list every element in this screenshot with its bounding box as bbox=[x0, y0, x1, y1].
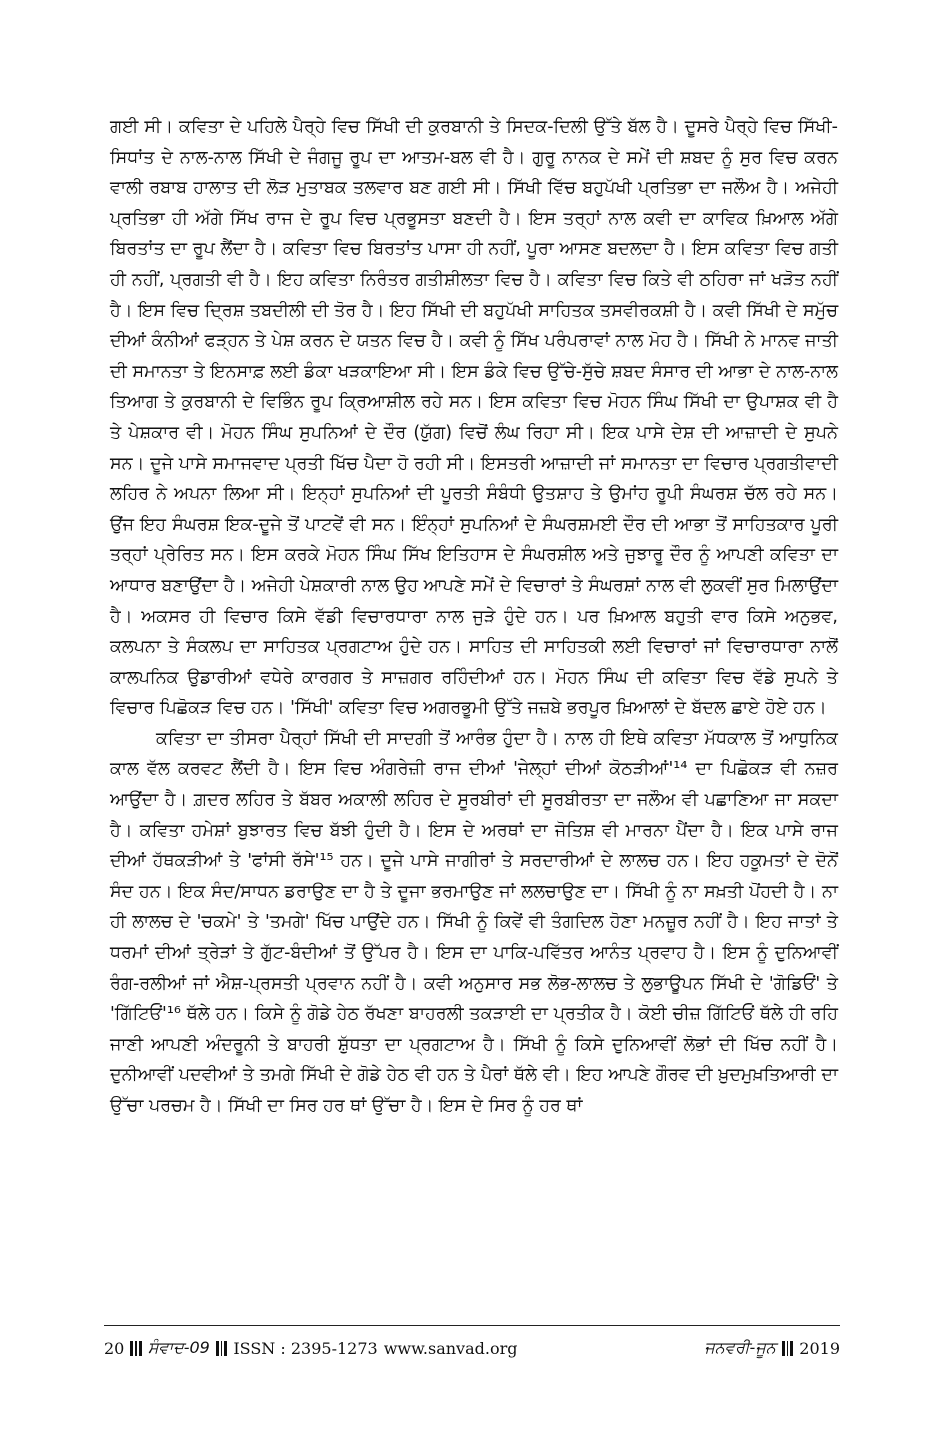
paragraph-2: ਕਵਿਤਾ ਦਾ ਤੀਸਰਾ ਪੈਰ੍ਹਾਂ ਸਿੱਖੀ ਦੀ ਸਾਦਗੀ ਤੋਂ ਆਰੰਭ ਹੁੰਦਾ ਹੈ। ਨਾਲ ਹੀ ਇਥੇ ਕਵਿਤਾ ਮੱਧਕਾਲ ਤੋਂ ਆਧੁਨਿਕ ਕਾਲ ਵੱਲ ਕਰਵਟ ਲੈਂਦੀ ਹੈ। ਇਸ ਵਿਚ ਅੰਗਰੇਜ਼ੀ ਰਾਜ ਦੀਆਂ 'ਜੇਲ੍ਹਾਂ ਦੀਆਂ ਕੋਠੜੀਆਂ'¹⁴ ਦਾ ਪਿਛੋਕੜ ਵੀ ਨਜ਼ਰ ਆਉਂਦਾ ਹੈ। ਗ਼ਦਰ ਲਹਿਰ ਤੇ ਬੱਬਰ ਅਕਾਲੀ ਲਹਿਰ ਦੇ ਸੂਰਬੀਰਾਂ ਦੀ ਸੂਰਬੀਰਤਾ ਦਾ ਜਲੌਅ ਵੀ ਪਛਾਣਿਆ ਜਾ ਸਕਦਾ ਹੈ। ਕਵਿਤਾ ਹਮੇਸ਼ਾਂ ਬੁਝਾਰਤ ਵਿਚ ਬੱਝੀ ਹੁੰਦੀ ਹੈ। ਇਸ ਦੇ ਅਰਥਾਂ ਦਾ ਜੋਤਿਸ਼ ਵੀ ਮਾਰਨਾ ਪੈਂਦਾ ਹੈ। ਇਕ ਪਾਸੇ ਰਾਜ ਦੀਆਂ ਹੱਥਕੜੀਆਂ ਤੇ 'ਫਾਂਸੀ ਰੱਸੇ'¹⁵ ਹਨ। ਦੂਜੇ ਪਾਸੇ ਜਾਗੀਰਾਂ ਤੇ ਸਰਦਾਰੀਆਂ ਦੇ ਲਾਲਚ ਹਨ। ਇਹ ਹਕੂਮਤਾਂ ਦੇ ਦੋਨੋਂ ਸੰਦ ਹਨ। ਇਕ ਸੰਦ/ਸਾਧਨ ਡਰਾਉਣ ਦਾ ਹੈ ਤੇ ਦੂਜਾ ਭਰਮਾਉਣ ਜਾਂ ਲਲਚਾਉਣ ਦਾ। ਸਿੱਖੀ ਨੂੰ ਨਾ ਸਖ਼ਤੀ ਪੋਂਹਦੀ ਹੈ। ਨਾ ਹੀ ਲਾਲਚ ਦੇ 'ਚਕਮੇ' ਤੇ 'ਤਮਗੇ' ਖਿੱਚ ਪਾਉਂਦੇ ਹਨ। ਸਿੱਖੀ ਨੂੰ ਕਿਵੇਂ ਵੀ ਤੰਗਦਿਲ ਹੋਣਾ ਮਨਜ਼ੂਰ ਨਹੀਂ ਹੈ। ਇਹ ਜਾਤਾਂ ਤੇ ਧਰਮਾਂ ਦੀਆਂ ਤ੍ਰੇੜਾਂ ਤੇ ਗੁੱਟ-ਬੰਦੀਆਂ ਤੋਂ ਉੱਪਰ ਹੈ। ਇਸ ਦਾ ਪਾਕਿ-ਪਵਿੱਤਰ ਆਨੰਤ ਪ੍ਰਵਾਹ ਹੈ। ਇਸ ਨੂੰ ਦੁਨਿਆਵੀਂ ਰੰਗ-ਰਲੀਆਂ ਜਾਂ ਐਸ਼-ਪ੍ਰਸਤੀ ਪ੍ਰਵਾਨ ਨਹੀਂ ਹੈ। ਕਵੀ ਅਨੁਸਾਰ ਸਭ ਲੋਭ-ਲਾਲਚ ਤੇ ਲੁਭਾਊਪਨ ਸਿੱਖੀ ਦੇ 'ਗੋਡਿਓਂ' ਤੇ 'ਗਿੱਟਿਓਂ'¹⁶ ਥੱਲੇ ਹਨ। ਕਿਸੇ ਨੂੰ ਗੋਡੇ ਹੇਠ ਰੱਖਣਾ ਬਾਹਰਲੀ ਤਕੜਾਈ ਦਾ ਪ੍ਰਤੀਕ ਹੈ। ਕੋਈ ਚੀਜ਼ ਗਿੱਟਿਓਂ ਥੱਲੇ ਹੀ ਰਹਿ ਜਾਣੀ ਆਪਣੀ ਅੰਦਰੂਨੀ ਤੇ ਬਾਹਰੀ ਸ਼ੁੱਧਤਾ ਦਾ ਪ੍ਰਗਟਾਅ ਹੈ। ਸਿੱਖੀ ਨੂੰ ਕਿਸੇ ਦੁਨਿਆਵੀਂ ਲੋਭਾਂ ਦੀ ਖਿੱਚ ਨਹੀਂ ਹੈ। ਦੁਨੀਆਵੀਂ ਪਦਵੀਆਂ ਤੇ ਤਮਗੇ ਸਿੱਖੀ ਦੇ ਗੋਡੇ ਹੇਠ ਵੀ ਹਨ ਤੇ ਪੈਰਾਂ ਥੱਲੇ ਵੀ। ਇਹ ਆਪਣੇ ਗੌਰਵ ਦੀ ਖ਼ੁਦਮੁਖ਼ਤਿਆਰੀ ਦਾ ਉੱਚਾ ਪਰਚਮ ਹੈ। ਸਿੱਖੀ ਦਾ ਸਿਰ ਹਰ ਥਾਂ ਉੱਚਾ ਹੈ। ਇਸ ਦੇ ਸਿਰ ਨੂੰ ਹਰ ਥਾਂ bbox=[110, 728, 838, 1116]
issue-year: 2019 bbox=[799, 1338, 840, 1358]
separator-bars-icon bbox=[216, 1340, 228, 1356]
journal-issue: ਸੰਵਾਦ-09 bbox=[147, 1338, 210, 1357]
separator-bars-icon bbox=[782, 1340, 794, 1356]
issn: ISSN : 2395-1273 bbox=[233, 1338, 378, 1358]
footer-left bbox=[104, 1338, 517, 1358]
page-number: 20 bbox=[104, 1338, 125, 1358]
paragraph-1: ਗਈ ਸੀ। ਕਵਿਤਾ ਦੇ ਪਹਿਲੇ ਪੈਰ੍ਹੇ ਵਿਚ ਸਿੱਖੀ ਦੀ ਕੁਰਬਾਨੀ ਤੇ ਸਿਦਕ-ਦਿਲੀ ਉੱਤੇ ਬੱਲ ਹੈ। ਦੂਸਰੇ ਪੈਰ੍ਹੇ ਵਿਚ ਸਿੱਖੀ-ਸਿਧਾਂਤ ਦੇ ਨਾਲ-ਨਾਲ ਸਿੱਖੀ ਦੇ ਜੰਗਜੂ ਰੂਪ ਦਾ ਆਤਮ-ਬਲ ਵੀ ਹੈ। ਗੁਰੂ ਨਾਨਕ ਦੇ ਸਮੇਂ ਦੀ ਸ਼ਬਦ ਨੂੰ ਸੁਰ ਵਿਚ ਕਰਨ ਵਾਲੀ ਰਬਾਬ ਹਾਲਾਤ ਦੀ ਲੋੜ ਮੁਤਾਬਕ ਤਲਵਾਰ ਬਣ ਗਈ ਸੀ। ਸਿੱਖੀ ਵਿੱਚ ਬਹੁਪੱਖੀ ਪ੍ਰਤਿਭਾ ਦਾ ਜਲੌਅ ਹੈ। ਅਜੇਹੀ ਪ੍ਰਤਿਭਾ ਹੀ ਅੱਗੇ ਸਿੱਖ ਰਾਜ ਦੇ ਰੂਪ ਵਿਚ ਪ੍ਰਭੂਸਤਾ ਬਣਦੀ ਹੈ। ਇਸ ਤਰ੍ਹਾਂ ਨਾਲ ਕਵੀ ਦਾ ਕਾਵਿਕ ਖ਼ਿਆਲ ਅੱਗੇ ਬਿਰਤਾਂਤ ਦਾ ਰੂਪ ਲੈਂਦਾ ਹੈ। ਕਵਿਤਾ ਵਿਚ ਬਿਰਤਾਂਤ ਪਾਸਾ ਹੀ ਨਹੀਂ, ਪੂਰਾ ਆਸਣ ਬਦਲਦਾ ਹੈ। ਇਸ ਕਵਿਤਾ ਵਿਚ ਗਤੀ ਹੀ ਨਹੀਂ, ਪ੍ਰਗਤੀ ਵੀ ਹੈ। ਇਹ ਕਵਿਤਾ ਨਿਰੰਤਰ ਗਤੀਸ਼ੀਲਤਾ ਵਿਚ ਹੈ। ਕਵਿਤਾ ਵਿਚ ਕਿਤੇ ਵੀ ਠਹਿਰਾ ਜਾਂ ਖੜੋਤ ਨਹੀਂ ਹੈ। ਇਸ ਵਿਚ ਦ੍ਰਿਸ਼ ਤਬਦੀਲੀ ਦੀ ਤੋਰ ਹੈ। ਇਹ ਸਿੱਖੀ ਦੀ ਬਹੁਪੱਖੀ ਸਾਹਿਤਕ ਤਸਵੀਰਕਸ਼ੀ ਹੈ। ਕਵੀ ਸਿੱਖੀ ਦੇ ਸਮੁੱਚ ਦੀਆਂ ਕੰਨੀਆਂ ਫੜ੍ਹਨ ਤੇ ਪੇਸ਼ ਕਰਨ ਦੇ ਯਤਨ ਵਿਚ ਹੈ। ਕਵੀ ਨੂੰ ਸਿੱਖ ਪਰੰਪਰਾਵਾਂ ਨਾਲ ਮੋਹ ਹੈ। ਸਿੱਖੀ ਨੇ ਮਾਨਵ ਜਾਤੀ ਦੀ ਸਮਾਨਤਾ ਤੇ ਇਨਸਾਫ਼ ਲਈ ਡੰਕਾ ਖੜਕਾਇਆ ਸੀ। ਇਸ ਡੰਕੇ ਵਿਚ ਉੱਚੇ-ਸੁੱਚੇ ਸ਼ਬਦ ਸੰਸਾਰ ਦੀ ਆਭਾ ਦੇ ਨਾਲ-ਨਾਲ ਤਿਆਗ ਤੇ ਕੁਰਬਾਨੀ ਦੇ ਵਿਭਿੰਨ ਰੂਪ ਕ੍ਰਿਆਸ਼ੀਲ ਰਹੇ ਸਨ। ਇਸ ਕਵਿਤਾ ਵਿਚ ਮੋਹਨ ਸਿੰਘ ਸਿੱਖੀ ਦਾ ਉਪਾਸ਼ਕ ਵੀ ਹੈ ਤੇ ਪੇਸ਼ਕਾਰ ਵੀ। ਮੋਹਨ ਸਿੰਘ ਸੁਪਨਿਆਂ ਦੇ ਦੌਰ (ਯੁੱਗ) ਵਿਚੋਂ ਲੰਘ ਰਿਹਾ ਸੀ। ਇਕ ਪਾਸੇ ਦੇਸ਼ ਦੀ ਆਜ਼ਾਦੀ ਦੇ ਸੁਪਨੇ ਸਨ। ਦੂਜੇ ਪਾਸੇ ਸਮਾਜਵਾਦ ਪ੍ਰਤੀ ਖਿੱਚ ਪੈਦਾ ਹੋ ਰਹੀ ਸੀ। ਇਸਤਰੀ ਆਜ਼ਾਦੀ ਜਾਂ ਸਮਾਨਤਾ ਦਾ ਵਿਚਾਰ ਪ੍ਰਗਤੀਵਾਦੀ ਲਹਿਰ ਨੇ ਅਪਨਾ ਲਿਆ ਸੀ। ਇਨ੍ਹਾਂ ਸੁਪਨਿਆਂ ਦੀ ਪੂਰਤੀ ਸੰਬੰਧੀ ਉਤਸ਼ਾਹ ਤੇ ਉਮਾਂਹ ਰੂਪੀ ਸੰਘਰਸ਼ ਚੱਲ ਰਹੇ ਸਨ। ਉਂਜ ਇਹ ਸੰਘਰਸ਼ ਇਕ-ਦੂਜੇ ਤੋਂ ਪਾਟਵੇਂ ਵੀ ਸਨ। ਇੰਨ੍ਹਾਂ ਸੁਪਨਿਆਂ ਦੇ ਸੰਘਰਸ਼ਮਈ ਦੌਰ ਦੀ ਆਭਾ ਤੋਂ ਸਾਹਿਤਕਾਰ ਪੂਰੀ ਤਰ੍ਹਾਂ ਪ੍ਰੇਰਿਤ ਸਨ। ਇਸ ਕਰਕੇ ਮੋਹਨ ਸਿੰਘ ਸਿੱਖ ਇਤਿਹਾਸ ਦੇ ਸੰਘਰਸ਼ੀਲ ਅਤੇ ਜੁਝਾਰੂ ਦੌਰ ਨੂੰ ਆਪਣੀ ਕਵਿਤਾ ਦਾ ਆਧਾਰ ਬਣਾਉਂਦਾ ਹੈ। ਅਜੇਹੀ ਪੇਸ਼ਕਾਰੀ ਨਾਲ ਉਹ ਆਪਣੇ ਸਮੇਂ ਦੇ ਵਿਚਾਰਾਂ ਤੇ ਸੰਘਰਸ਼ਾਂ ਨਾਲ ਵੀ ਲੁਕਵੀਂ ਸੁਰ ਮਿਲਾਉਂਦਾ ਹੈ। ਅਕਸਰ ਹੀ ਵਿਚਾਰ ਕਿਸੇ ਵੱਡੀ ਵਿਚਾਰਧਾਰਾ ਨਾਲ ਜੁੜੇ ਹੁੰਦੇ ਹਨ। ਪਰ ਖ਼ਿਆਲ ਬਹੁਤੀ ਵਾਰ ਕਿਸੇ ਅਨੁਭਵ, ਕਲਪਨਾ ਤੇ ਸੰਕਲਪ ਦਾ ਸਾਹਿਤਕ ਪ੍ਰਗਟਾਅ ਹੁੰਦੇ ਹਨ। ਸਾਹਿਤ ਦੀ ਸਾਹਿਤਕੀ ਲਈ ਵਿਚਾਰਾਂ ਜਾਂ ਵਿਚਾਰਧਾਰਾ ਨਾਲੋਂ ਕਾਲਪਨਿਕ ਉਡਾਰੀਆਂ ਵਧੇਰੇ ਕਾਰਗਰ ਤੇ ਸਾਜ਼ਗਰ ਰਹਿੰਦੀਆਂ ਹਨ। ਮੋਹਨ ਸਿੰਘ ਦੀ ਕਵਿਤਾ ਵਿਚ ਵੱਡੇ ਸੁਪਨੇ ਤੇ ਵਿਚਾਰ ਪਿਛੋਕੜ ਵਿਚ ਹਨ। 'ਸਿੱਖੀ' ਕਵਿਤਾ ਵਿਚ ਅਗਰਭੂਮੀ ਉੱਤੇ ਜਜ਼ਬੇ ਭਰਪੂਰ ਖ਼ਿਆਲਾਂ ਦੇ ਬੱਦਲ ਛਾਏ ਹੋਏ ਹਨ। bbox=[110, 117, 838, 719]
footer-right bbox=[704, 1338, 840, 1358]
page-footer bbox=[104, 1333, 840, 1363]
footer-divider bbox=[104, 1325, 840, 1326]
body-text bbox=[110, 112, 838, 1122]
issue-period: ਜਨਵਰੀ-ਜੂਨ bbox=[704, 1338, 776, 1357]
separator-bars-icon bbox=[130, 1340, 142, 1356]
website: www.sanvad.org bbox=[383, 1338, 518, 1358]
